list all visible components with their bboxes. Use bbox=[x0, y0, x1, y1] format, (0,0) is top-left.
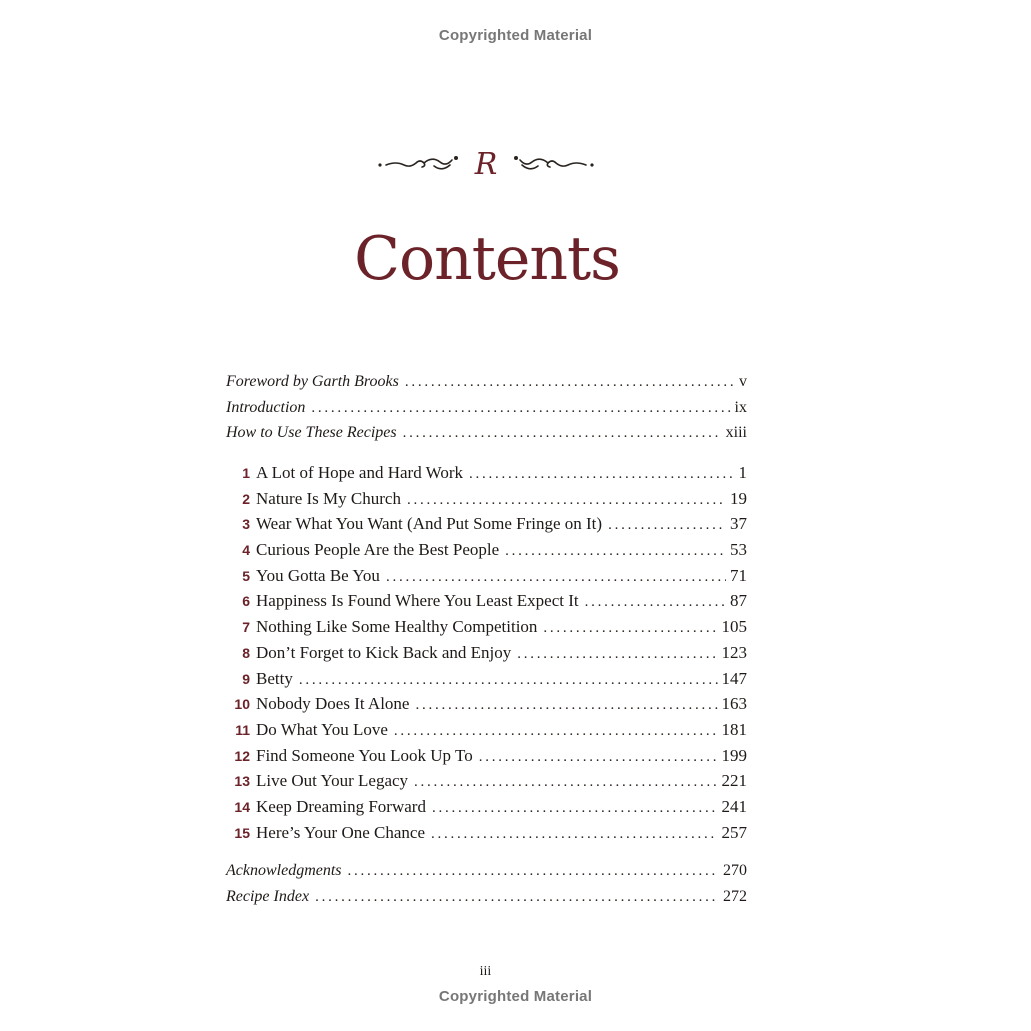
toc-entry-title: Do What You Love bbox=[256, 719, 388, 739]
dot-leader bbox=[585, 594, 726, 611]
toc-entry-title: A Lot of Hope and Hard Work bbox=[256, 463, 463, 482]
ornament-letter: R bbox=[474, 147, 498, 182]
flourish-ornament-icon bbox=[376, 144, 596, 184]
toc-entry bbox=[226, 888, 747, 914]
dot-leader bbox=[517, 646, 717, 663]
dot-leader bbox=[608, 517, 726, 534]
toc-entry bbox=[226, 643, 747, 669]
toc-entry-page: 199 bbox=[721, 745, 747, 765]
toc-entry-title: Acknowledgments bbox=[226, 862, 342, 879]
toc-entry-title: Wear What You Want (And Put Some Fringe on It) bbox=[256, 514, 603, 534]
toc-entry-page: 37 bbox=[730, 514, 747, 534]
dot-leader bbox=[386, 569, 726, 586]
toc-front-matter bbox=[226, 373, 747, 450]
toc-entry-page: 123 bbox=[721, 642, 747, 662]
dot-leader bbox=[311, 400, 730, 417]
dot-leader bbox=[432, 800, 718, 817]
toc-entry-page: 19 bbox=[730, 488, 747, 508]
toc-entry bbox=[226, 540, 747, 566]
chapter-number: 1 bbox=[242, 465, 250, 481]
toc-entry bbox=[226, 771, 747, 797]
toc-entry bbox=[226, 591, 747, 617]
toc-entry-page: 71 bbox=[730, 565, 747, 585]
toc-entry bbox=[226, 694, 747, 720]
toc-entry-title: Nobody Does It Alone bbox=[256, 694, 410, 714]
toc-entry bbox=[226, 823, 747, 849]
dot-leader bbox=[405, 374, 735, 391]
toc-back-matter bbox=[226, 862, 747, 913]
toc-entry bbox=[226, 373, 747, 399]
toc-entry-title: How to Use These Recipes bbox=[226, 424, 397, 442]
dot-leader bbox=[469, 466, 735, 483]
toc-entry-page: 105 bbox=[721, 617, 747, 637]
toc-entry bbox=[226, 514, 747, 540]
toc-entry-page: 181 bbox=[721, 719, 747, 739]
toc-entry-title: Keep Dreaming Forward bbox=[256, 796, 426, 816]
dot-leader bbox=[403, 425, 722, 442]
toc-entry-page: 270 bbox=[723, 862, 747, 879]
toc-entry-title: Find Someone You Look Up To bbox=[256, 745, 473, 765]
chapter-number: 5 bbox=[242, 567, 250, 584]
chapter-number: 10 bbox=[234, 696, 250, 713]
dot-leader bbox=[414, 774, 717, 791]
toc-entry bbox=[226, 862, 747, 888]
dot-leader bbox=[431, 826, 717, 843]
toc-entry-page: v bbox=[739, 373, 747, 390]
dot-leader bbox=[415, 697, 717, 714]
chapter-number: 2 bbox=[242, 490, 250, 507]
toc-entry-title: Foreword by Garth Brooks bbox=[226, 373, 399, 390]
toc-entry bbox=[226, 669, 747, 695]
toc-entry-page: 1 bbox=[738, 463, 747, 482]
dot-leader bbox=[394, 723, 718, 740]
toc-entry-page: xiii bbox=[725, 424, 747, 442]
toc-chapters bbox=[226, 463, 747, 848]
chapter-number: 9 bbox=[242, 670, 250, 687]
toc-entry-title: You Gotta Be You bbox=[256, 565, 380, 585]
chapter-number: 11 bbox=[235, 721, 250, 738]
toc-entry-page: ix bbox=[734, 398, 747, 416]
copyright-watermark-bottom: Copyrighted Material bbox=[438, 988, 593, 1005]
toc-entry-page: 163 bbox=[721, 694, 747, 714]
toc-entry-title: Curious People Are the Best People bbox=[256, 540, 500, 560]
dot-leader bbox=[299, 672, 718, 689]
chapter-number: 14 bbox=[234, 798, 250, 815]
chapter-number: 15 bbox=[234, 824, 250, 841]
chapter-number: 8 bbox=[242, 644, 250, 661]
dot-leader bbox=[407, 492, 726, 509]
toc-entry-title: Recipe Index bbox=[226, 887, 310, 905]
toc-entry bbox=[226, 720, 747, 746]
toc-entry-page: 241 bbox=[721, 796, 747, 816]
toc-entry bbox=[226, 463, 747, 489]
dot-leader bbox=[348, 863, 719, 880]
dot-leader bbox=[315, 889, 719, 906]
dot-leader bbox=[479, 749, 718, 766]
toc-entry-title: Introduction bbox=[226, 398, 306, 416]
chapter-number: 4 bbox=[242, 542, 250, 559]
toc-entry bbox=[226, 746, 747, 772]
toc-entry-title: Here’s Your One Chance bbox=[256, 822, 426, 842]
toc-entry-page: 272 bbox=[723, 887, 747, 905]
toc-entry bbox=[226, 566, 747, 592]
toc-entry-title: Live Out Your Legacy bbox=[256, 771, 409, 791]
chapter-number: 13 bbox=[234, 773, 250, 790]
toc-entry-title: Nothing Like Some Healthy Competition bbox=[256, 617, 538, 637]
dot-leader bbox=[505, 543, 726, 560]
chapter-number: 6 bbox=[242, 593, 250, 610]
toc-entry-title: Betty bbox=[256, 668, 293, 688]
toc-entry-page: 87 bbox=[730, 591, 747, 611]
toc-entry-title: Don’t Forget to Kick Back and Enjoy bbox=[256, 642, 512, 662]
toc-entry-page: 221 bbox=[721, 771, 747, 791]
toc-entry-page: 147 bbox=[721, 668, 747, 688]
toc-entry-title: Happiness Is Found Where You Least Expect It bbox=[256, 591, 579, 611]
dot-leader bbox=[543, 620, 717, 637]
chapter-number: 12 bbox=[234, 747, 250, 764]
toc-entry-title: Nature Is My Church bbox=[256, 488, 401, 508]
page-number-folio: iii bbox=[479, 964, 492, 979]
toc-entry bbox=[226, 797, 747, 823]
toc-entry bbox=[226, 489, 747, 515]
copyright-watermark-top: Copyrighted Material bbox=[438, 27, 593, 44]
toc-entry-page: 53 bbox=[730, 540, 747, 560]
toc-entry-page: 257 bbox=[721, 822, 747, 842]
toc-entry bbox=[226, 617, 747, 643]
page-title: Contents bbox=[354, 224, 620, 294]
chapter-number: 3 bbox=[242, 516, 250, 533]
toc-entry bbox=[226, 399, 747, 425]
chapter-number: 7 bbox=[242, 619, 250, 636]
toc-entry bbox=[226, 424, 747, 450]
